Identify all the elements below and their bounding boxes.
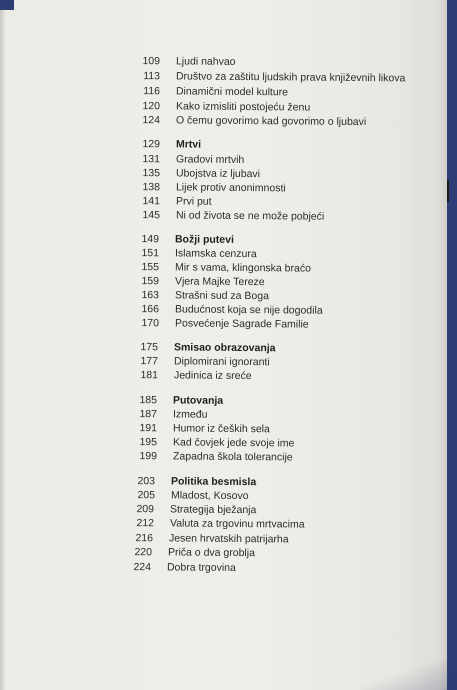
toc-page-number: 149 (141, 233, 160, 246)
toc-title: Između (172, 408, 208, 421)
toc-title: Lijek protiv anonimnosti (175, 181, 286, 195)
toc-page-number: 129 (142, 138, 161, 151)
toc-page-number: 203 (137, 475, 156, 488)
toc-page-number: 181 (140, 369, 159, 382)
toc-title: Valuta za trgovinu mrtvacima (169, 517, 305, 531)
toc-page-number: 141 (142, 195, 161, 208)
toc-page-number: 116 (143, 85, 161, 98)
toc-title: Kad čovjek jede svoje ime (172, 436, 295, 450)
toc-title: Ubojstva iz ljubavi (175, 167, 261, 181)
toc-page-number: 135 (142, 167, 161, 180)
toc-page-number: 113 (143, 70, 161, 83)
toc-page-number: 120 (142, 100, 161, 113)
toc-title: Dobra trgovina (166, 561, 236, 575)
toc-page-number: 216 (135, 532, 154, 545)
toc-title: Prvi put (175, 195, 212, 208)
toc-page-number: 166 (141, 303, 160, 316)
toc-page-number: 220 (134, 546, 153, 559)
toc-title: Posvećenje Sagrade Familie (174, 317, 309, 331)
toc-title: Mir s vama, klingonska braćo (174, 261, 312, 275)
toc-page-number: 185 (139, 394, 158, 407)
toc-page-number: 131 (142, 153, 161, 166)
toc-page-number: 151 (141, 247, 160, 260)
toc-title: Strašni sud za Boga (174, 289, 270, 303)
bookmark-mark (447, 180, 449, 202)
toc-title: Mladost, Kosovo (170, 489, 249, 503)
toc-page-number: 177 (140, 355, 159, 368)
toc-page-number: 138 (142, 181, 161, 194)
toc-page-number: 175 (140, 341, 159, 354)
toc-title: Ljudi nahvao (175, 55, 236, 68)
toc-page-number: 145 (142, 209, 161, 222)
toc-page-number: 195 (139, 436, 158, 449)
toc-page-number: 199 (139, 450, 158, 463)
toc-title: Ni od života se ne može pobjeći (175, 209, 325, 223)
toc-title: Islamska cenzura (174, 247, 257, 261)
toc-title: O čemu govorimo kad govorimo o ljubavi (175, 114, 367, 129)
toc-section-title: Smisao obrazovanja (173, 341, 276, 355)
toc-title: Gradovi mrtvih (175, 153, 245, 166)
toc-title: Humor iz čeških sela (172, 422, 270, 436)
toc-title: Vjera Majke Tereze (174, 275, 265, 289)
toc-title: Jedinica iz sreće (173, 369, 252, 383)
toc-page-number: 187 (139, 408, 158, 421)
toc-title: Kako izmisliti postojeću ženu (175, 100, 311, 114)
toc-page-number: 224 (133, 561, 152, 574)
toc-title: Strategija bježanja (169, 503, 257, 517)
toc-title: Zapadna škola tolerancije (172, 450, 293, 464)
toc-page-number: 155 (141, 261, 160, 274)
toc-title: Dinamični model kulture (175, 85, 289, 99)
toc-page-number: 170 (141, 317, 160, 330)
background-corner (0, 0, 14, 10)
toc-page-number: 163 (141, 289, 160, 302)
toc-section-title: Putovanja (172, 394, 224, 407)
toc-section-title: Politika besmisla (170, 475, 257, 489)
toc-section-title: Božji putevi (174, 233, 234, 246)
toc-page-number: 124 (142, 114, 161, 127)
toc-title: Diplomirani ignoranti (173, 355, 270, 369)
toc-page-number: 212 (136, 517, 155, 530)
cover-shadow (360, 660, 457, 690)
toc-page-number: 191 (139, 422, 158, 435)
toc-page-number: 209 (136, 503, 155, 516)
toc-title: Jesen hrvatskih patrijarha (168, 532, 289, 546)
toc-page-number: 205 (137, 489, 156, 502)
toc-page-number: 109 (142, 55, 161, 68)
toc-title: Budućnost koja se nije dogodila (174, 303, 323, 317)
toc-section-title: Mrtvi (175, 138, 202, 151)
toc-title: Društvo za zaštitu ljudskih prava književnih likova (175, 70, 406, 85)
toc-title: Priča o dva groblja (167, 546, 256, 560)
toc-page-number: 159 (141, 275, 160, 288)
